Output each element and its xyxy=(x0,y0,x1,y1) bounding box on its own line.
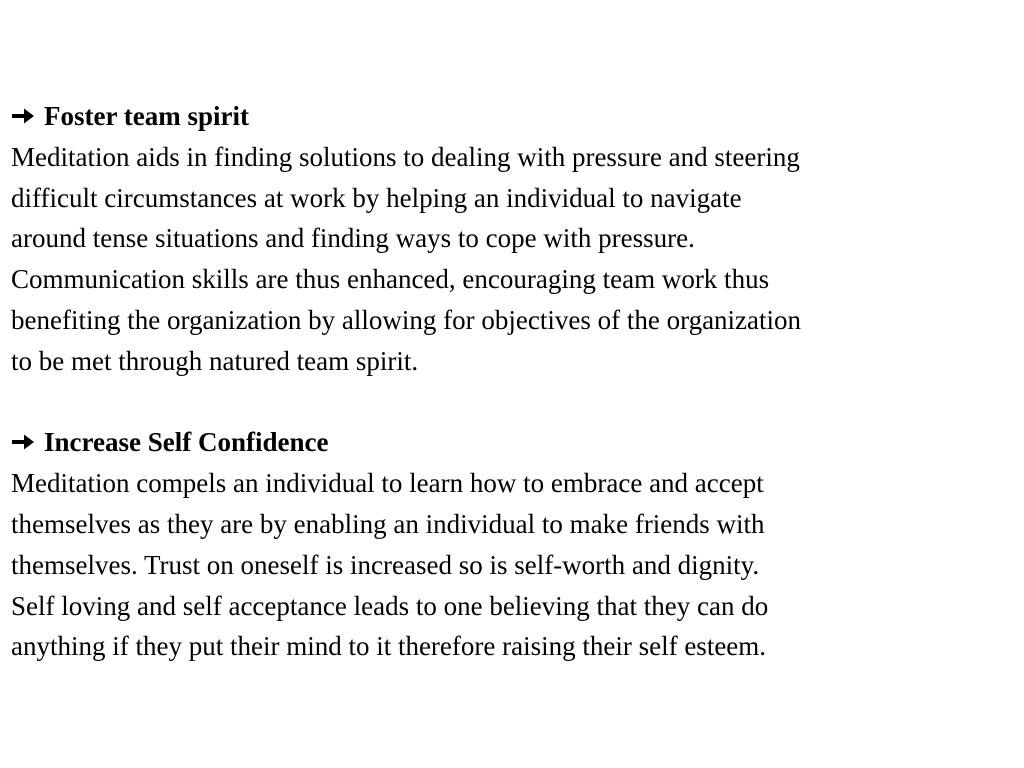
body-line: Self loving and self acceptance leads to one believing that they can do xyxy=(11,590,769,621)
section-heading xyxy=(11,422,1015,463)
arrow-right-icon xyxy=(11,106,35,126)
body-line: themselves as they are by enabling an individual to make friends with xyxy=(11,508,765,539)
body-line: Meditation aids in finding solutions to dealing with pressure and steering xyxy=(11,141,800,172)
body-line: anything if they put their mind to it therefore raising their self esteem. xyxy=(11,631,767,662)
section-foster-team-spirit xyxy=(11,96,1015,382)
body-line: benefiting the organization by allowing for objectives of the organization xyxy=(11,304,802,335)
body-line: difficult circumstances at work by helping an individual to navigate xyxy=(11,182,742,213)
arrow-right-icon xyxy=(11,432,35,452)
section-heading-text: Increase Self Confidence xyxy=(44,427,329,458)
section-heading xyxy=(11,96,1015,137)
section-increase-self-confidence xyxy=(11,422,1015,667)
body-line: around tense situations and finding ways to cope with pressure. xyxy=(11,223,695,254)
body-line: Communication skills are thus enhanced, encouraging team work thus xyxy=(11,264,770,295)
body-line: Meditation compels an individual to learn how to embrace and accept xyxy=(11,468,764,499)
section-heading-text: Foster team spirit xyxy=(44,101,249,131)
body-line: to be met through natured team spirit. xyxy=(11,345,419,376)
slide-content xyxy=(11,96,1015,667)
body-line: themselves. Trust on oneself is increased so is self-worth and dignity. xyxy=(11,549,760,580)
